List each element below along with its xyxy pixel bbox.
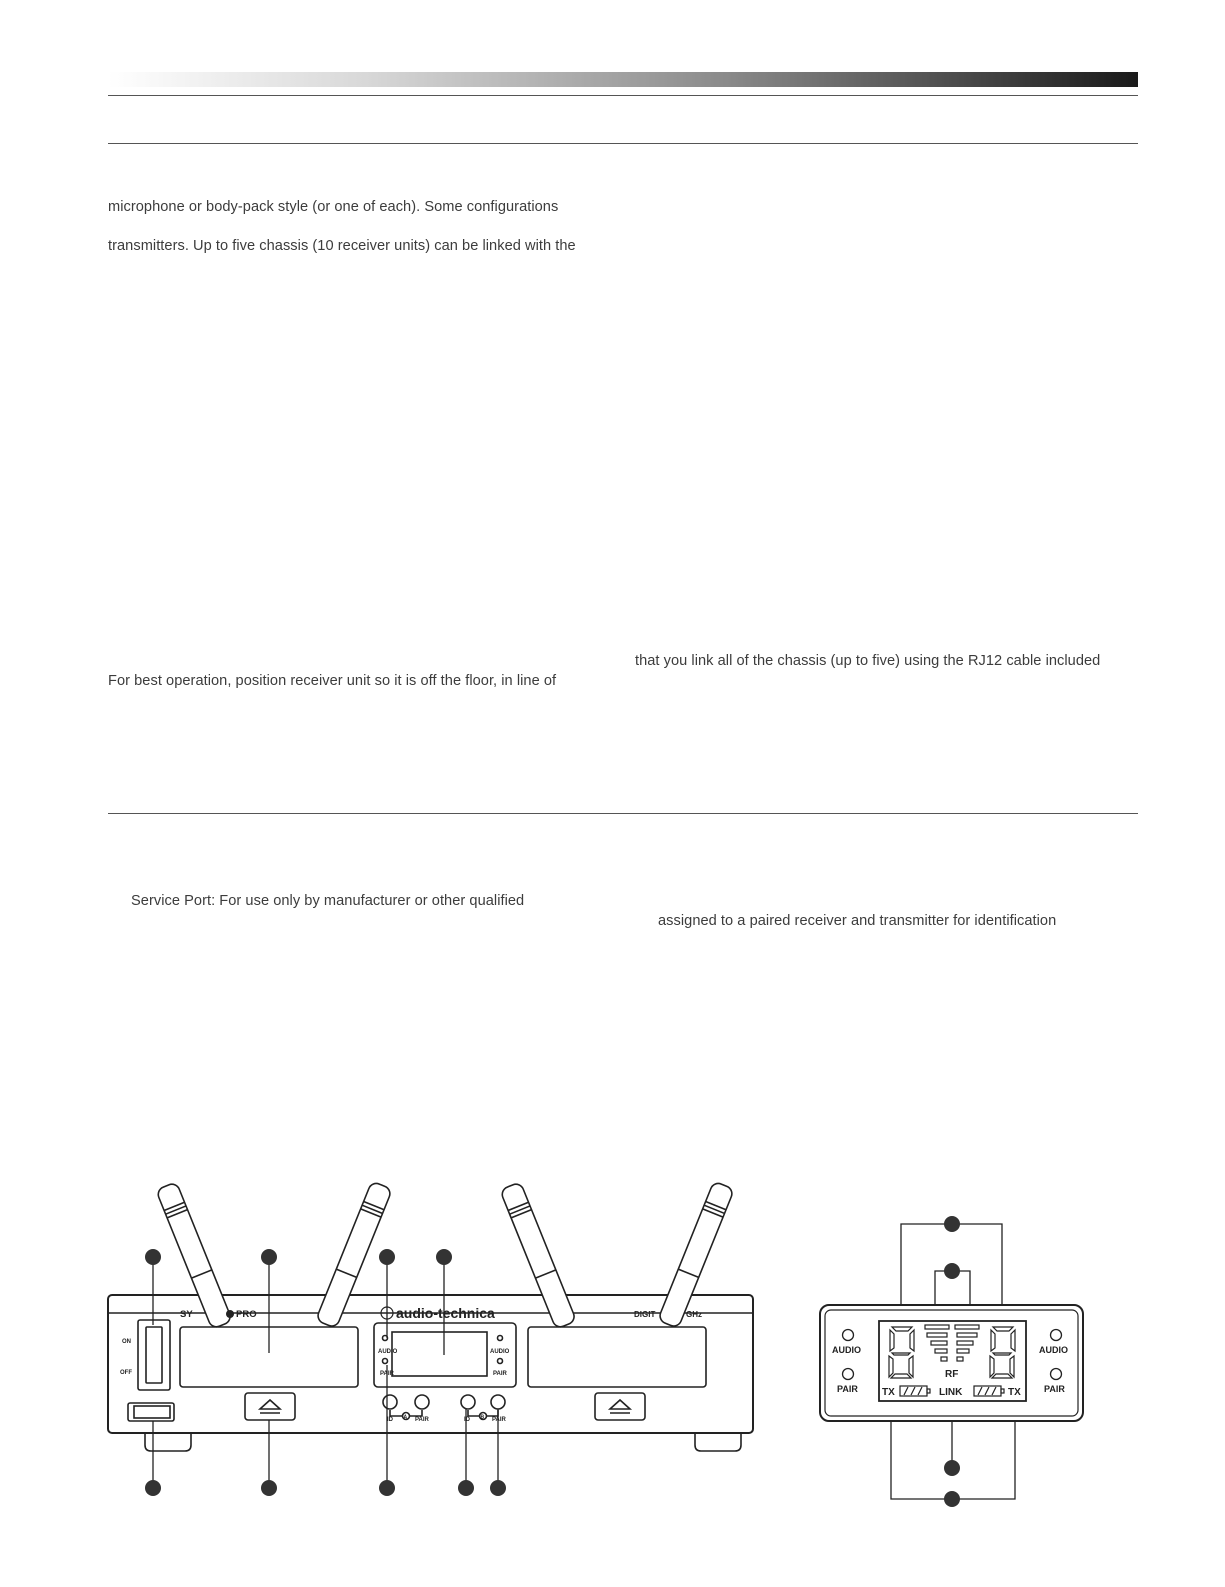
section-rule-middle bbox=[108, 813, 1138, 814]
text-line: transmitters. Up to five chassis (10 receiver units) can be linked with the bbox=[108, 238, 576, 254]
audio-label-right: AUDIO bbox=[1039, 1345, 1068, 1355]
text-line: For best operation, position receiver unit so it is off the floor, in line of bbox=[108, 673, 557, 689]
id-label-b: ID bbox=[464, 1417, 470, 1423]
header-rule bbox=[108, 95, 1138, 96]
section-rule-top bbox=[108, 143, 1138, 144]
off-label: OFF bbox=[120, 1370, 132, 1376]
id-label-a: ID bbox=[387, 1417, 393, 1423]
brand-logo-text: audio-technica bbox=[396, 1305, 495, 1321]
tx-label-left: TX bbox=[882, 1387, 895, 1398]
rf-label: RF bbox=[945, 1369, 959, 1380]
channel-a-label: A bbox=[403, 1414, 408, 1421]
text-line: microphone or body-pack style (or one of each). Some configurations bbox=[108, 199, 559, 215]
ghz-label: GHz bbox=[686, 1310, 702, 1319]
header-gradient-bar bbox=[108, 72, 1138, 87]
lcd-display-diagram bbox=[815, 1205, 1090, 1510]
pair-button-label-a: PAIR bbox=[415, 1417, 429, 1423]
pair-button-label-b: PAIR bbox=[492, 1417, 506, 1423]
pair-label-b: PAIR bbox=[493, 1371, 507, 1377]
pair-label-a: PAIR bbox=[380, 1371, 394, 1377]
link-label: LINK bbox=[939, 1387, 963, 1398]
audio-label-a: AUDIO bbox=[378, 1349, 398, 1355]
pair-label-left: PAIR bbox=[837, 1384, 858, 1394]
receiver-front-panel-diagram bbox=[100, 1175, 770, 1510]
text-line: that you link all of the chassis (up to five) using the RJ12 cable included bbox=[635, 653, 1101, 669]
channel-b-label: B bbox=[480, 1414, 485, 1421]
text-line: assigned to a paired receiver and transmitter for identification bbox=[658, 913, 1057, 929]
text-line: Service Port: For use only by manufacturer or other qualified bbox=[131, 893, 525, 909]
audio-label-b: AUDIO bbox=[490, 1349, 510, 1355]
pair-label-right: PAIR bbox=[1044, 1384, 1065, 1394]
audio-label-left: AUDIO bbox=[832, 1345, 861, 1355]
on-label: ON bbox=[122, 1339, 131, 1345]
model-label-left: SY bbox=[180, 1309, 193, 1320]
tx-label-right: TX bbox=[1008, 1387, 1021, 1398]
model-label-right: PRO bbox=[236, 1309, 257, 1320]
digital-label: DIGIT bbox=[634, 1310, 656, 1319]
